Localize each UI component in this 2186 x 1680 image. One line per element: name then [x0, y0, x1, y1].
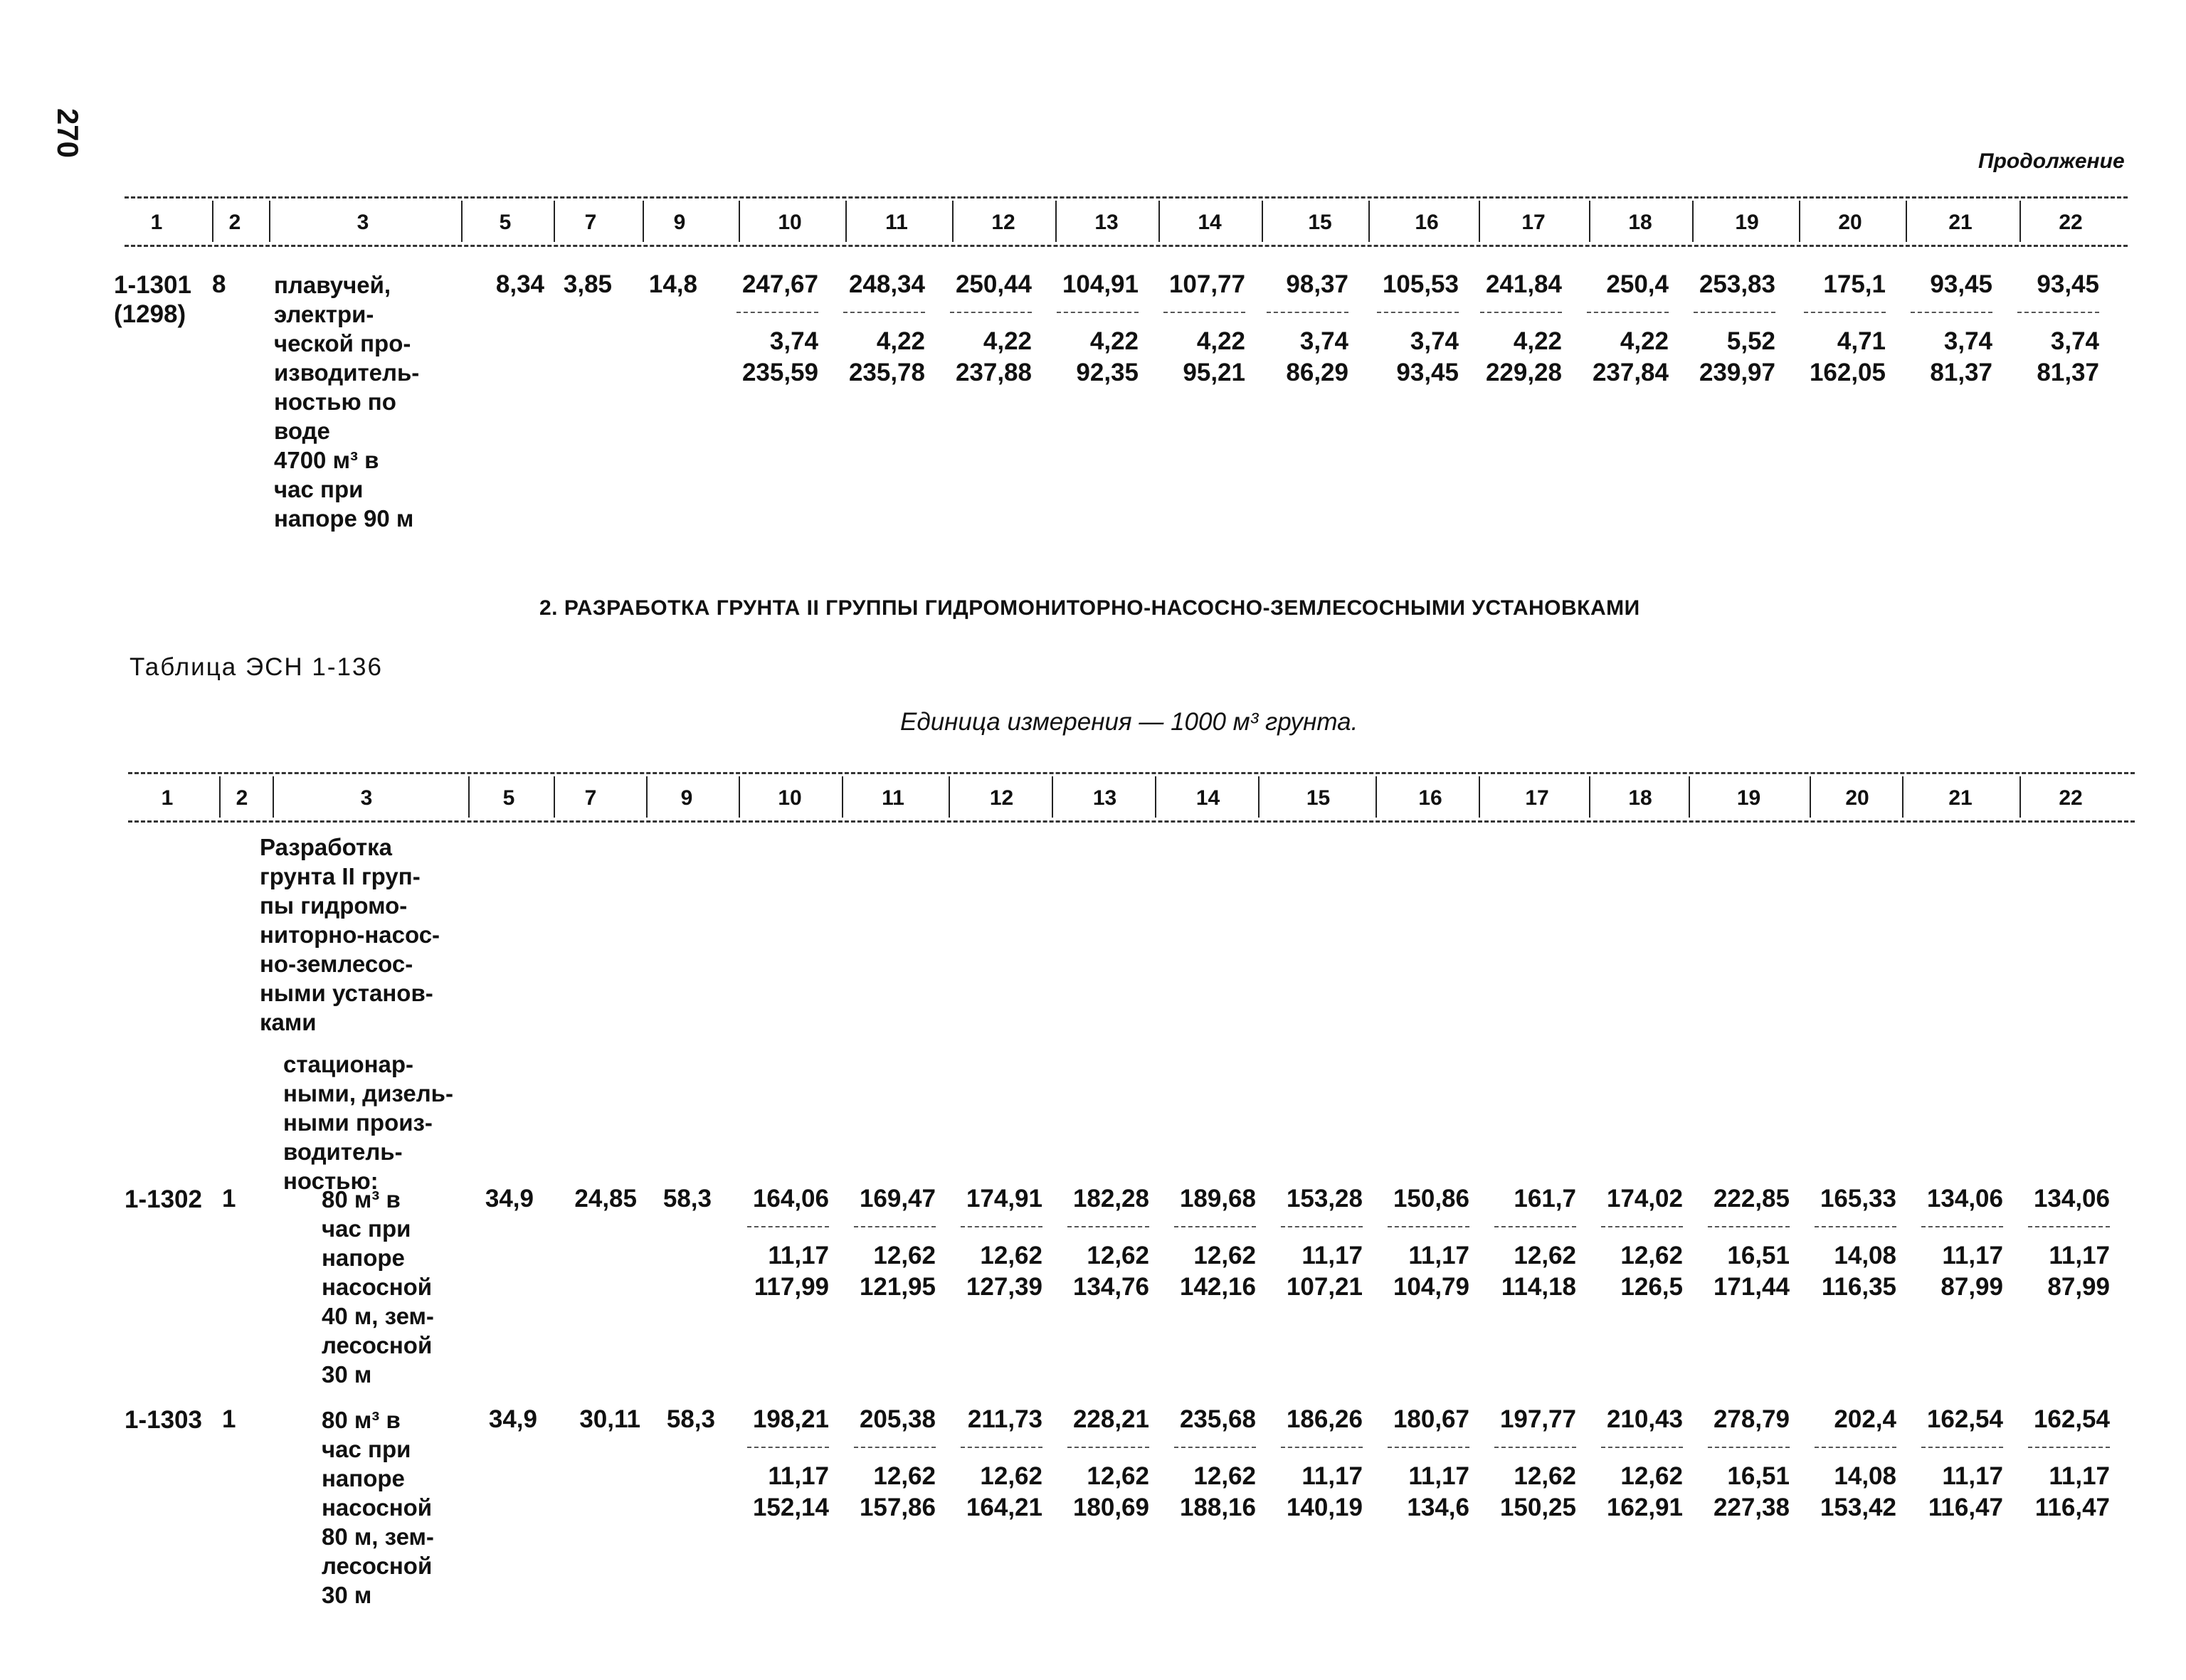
row-main-value: 93,45: [1930, 270, 1992, 298]
row-sub2-value: 235,59: [741, 359, 818, 386]
row-code: 1-1302: [125, 1185, 202, 1213]
header-sep: [1810, 776, 1811, 818]
header-bottom-rule: [128, 820, 2135, 823]
header-col-21: 21: [1948, 211, 1973, 234]
row-main-value: 248,34: [848, 270, 925, 298]
row-sub2-value: 152,14: [752, 1494, 829, 1521]
row-sub1-value: 4,22: [1196, 327, 1245, 355]
header-col-1: 1: [150, 211, 163, 234]
fraction-line: [961, 1447, 1042, 1448]
row-main-value: 202,4: [1834, 1405, 1896, 1433]
row-sub1-value: 11,17: [1942, 1242, 2003, 1269]
fraction-line: [747, 1447, 829, 1448]
header-col-18: 18: [1628, 211, 1652, 234]
row-c5: 8,34: [495, 270, 544, 298]
fraction-line: [950, 312, 1032, 313]
header-col-22: 22: [2059, 211, 2083, 234]
row-sub1-value: 11,17: [1301, 1462, 1363, 1490]
row-sub2-value: 164,21: [966, 1494, 1042, 1521]
header-col-19: 19: [1735, 211, 1759, 234]
header-col-20: 20: [1845, 786, 1869, 810]
row-main-value: 174,02: [1606, 1185, 1683, 1213]
header-bottom-rule: [125, 245, 2128, 247]
fraction-line: [1708, 1447, 1790, 1448]
fraction-line: [736, 312, 818, 313]
header-sep: [1589, 776, 1590, 818]
fraction-line: [1281, 1226, 1363, 1227]
fraction-line: [1267, 312, 1348, 313]
row-main-value: 162,54: [1926, 1405, 2003, 1433]
row-sub1-value: 4,22: [876, 327, 925, 355]
row-sub1-value: 11,17: [1301, 1242, 1363, 1269]
row-description: плавучей, электри- ческой про- изводитель- ностью по воде 4700 м³ в час при напоре 90 м: [274, 272, 420, 532]
row-sub1-value: 16,51: [1727, 1242, 1790, 1269]
fraction-line: [1694, 312, 1775, 313]
header-sep: [1479, 201, 1480, 242]
row-main-value: 228,21: [1072, 1405, 1149, 1433]
header-col-20: 20: [1838, 211, 1862, 234]
row-main-value: 98,37: [1286, 270, 1348, 298]
row-sub2-value: 229,28: [1485, 359, 1562, 386]
header-sep: [949, 776, 950, 818]
row-main-value: 107,77: [1168, 270, 1245, 298]
row-c5: 34,9: [488, 1405, 537, 1433]
header-sep: [2019, 201, 2021, 242]
header-col-10: 10: [778, 211, 802, 234]
header-col-15: 15: [1306, 786, 1331, 810]
header-sep: [212, 201, 213, 242]
row-col2: 1: [222, 1185, 236, 1213]
header-sep: [269, 201, 270, 242]
header-col-1: 1: [161, 786, 174, 810]
fraction-line: [1281, 1447, 1363, 1448]
row-sub2-value: 81,37: [2037, 359, 2099, 386]
row-sub1-value: 12,62: [980, 1462, 1042, 1490]
row-sub2-value: 188,16: [1179, 1494, 1256, 1521]
row-c9: 58,3: [662, 1185, 712, 1213]
section-title: 2. РАЗРАБОТКА ГРУНТА II ГРУППЫ ГИДРОМОНИТОРНО-НАСОСНО-ЗЕМЛЕСОСНЫМИ УСТАНОВКАМИ: [539, 596, 1640, 620]
fraction-line: [1708, 1226, 1790, 1227]
header-sep: [1055, 201, 1057, 242]
row-code: 1-1303: [125, 1406, 202, 1434]
header-col-5: 5: [502, 786, 515, 810]
row-sub2-value: 235,78: [848, 359, 925, 386]
sub-intro-text: стационар- ными, дизель- ными произ- водитель- ностью:: [283, 1051, 453, 1194]
row-sub1-value: 12,62: [873, 1462, 936, 1490]
header-col-17: 17: [1525, 786, 1549, 810]
row-code: 1-1301 (1298): [114, 271, 191, 328]
row-sub2-value: 114,18: [1501, 1273, 1576, 1301]
header-sep: [554, 776, 555, 818]
row-sub1-value: 11,17: [2049, 1242, 2110, 1269]
header-col-13: 13: [1092, 786, 1117, 810]
header-sep: [1902, 776, 1903, 818]
row-sub1-value: 11,17: [768, 1242, 829, 1269]
row-main-value: 253,83: [1699, 270, 1775, 298]
row-sub2-value: 150,25: [1499, 1494, 1576, 1521]
row-main-value: 235,68: [1179, 1405, 1256, 1433]
row-sub1-value: 11,17: [1942, 1462, 2003, 1490]
row-sub2-value: 93,45: [1396, 359, 1459, 386]
row-sub2-value: 237,88: [955, 359, 1032, 386]
header-top-rule: [128, 772, 2135, 774]
row-description: 80 м³ в час при напоре насосной 80 м, зем- лесосной 30 м: [322, 1407, 434, 1608]
row-main-value: 198,21: [752, 1405, 829, 1433]
row-sub1-value: 14,08: [1834, 1242, 1896, 1269]
row-sub2-value: 227,38: [1713, 1494, 1790, 1521]
header-col-9: 9: [673, 211, 686, 234]
header-sep: [1262, 201, 1263, 242]
fraction-line: [1494, 1447, 1576, 1448]
header-col-16: 16: [1415, 211, 1439, 234]
row-sub1-value: 12,62: [1514, 1242, 1576, 1269]
row-main-value: 162,54: [2033, 1405, 2110, 1433]
fraction-line: [2028, 1447, 2110, 1448]
row-main-value: 186,26: [1286, 1405, 1363, 1433]
row-c7: 3,85: [563, 270, 612, 298]
row-main-value: 278,79: [1713, 1405, 1790, 1433]
row-sub1-value: 11,17: [1408, 1462, 1469, 1490]
fraction-line: [2028, 1226, 2110, 1227]
row-main-value: 153,28: [1286, 1185, 1363, 1213]
fraction-line: [1163, 312, 1245, 313]
row-sub2-value: 81,37: [1930, 359, 1992, 386]
row-sub2-value: 117,99: [754, 1273, 829, 1301]
row-main-value: 134,06: [1926, 1185, 2003, 1213]
header-col-2: 2: [236, 786, 248, 810]
header-sep: [1906, 201, 1907, 242]
row-sub1-value: 11,17: [1408, 1242, 1469, 1269]
row-col2: 8: [212, 270, 226, 298]
row-sub2-value: 95,21: [1183, 359, 1245, 386]
fraction-line: [1494, 1226, 1576, 1227]
row-sub1-value: 5,52: [1726, 327, 1775, 355]
row-main-value: 250,4: [1606, 270, 1669, 298]
row-sub1-value: 4,22: [1513, 327, 1562, 355]
fraction-line: [1815, 1226, 1896, 1227]
fraction-line: [1067, 1226, 1149, 1227]
row-sub2-value: 140,19: [1286, 1494, 1363, 1521]
header-sep: [739, 776, 740, 818]
row-sub1-value: 3,74: [2050, 327, 2099, 355]
header-col-7: 7: [584, 786, 597, 810]
header-col-11: 11: [882, 786, 904, 810]
header-col-22: 22: [2059, 786, 2083, 810]
row-sub1-value: 11,17: [768, 1462, 829, 1490]
row-c9: 14,8: [648, 270, 697, 298]
header-sep: [1589, 201, 1590, 242]
row-main-value: 241,84: [1485, 270, 1562, 298]
row-main-value: 165,33: [1820, 1185, 1896, 1213]
header-col-5: 5: [499, 211, 512, 234]
row-main-value: 174,91: [966, 1185, 1042, 1213]
header-col-9: 9: [680, 786, 693, 810]
continuation-label: Продолжение: [1978, 149, 2125, 173]
header-col-12: 12: [991, 211, 1015, 234]
fraction-line: [1921, 1447, 2003, 1448]
header-sep: [1479, 776, 1480, 818]
row-main-value: 250,44: [955, 270, 1032, 298]
row-description: 80 м³ в час при напоре насосной 40 м, зем- лесосной 30 м: [322, 1186, 434, 1388]
row-c9: 58,3: [666, 1405, 715, 1433]
row-main-value: 169,47: [859, 1185, 936, 1213]
row-main-value: 180,67: [1393, 1405, 1469, 1433]
fraction-line: [854, 1447, 936, 1448]
header-col-16: 16: [1418, 786, 1442, 810]
row-sub2-value: 134,76: [1072, 1273, 1149, 1301]
row-main-value: 182,28: [1072, 1185, 1149, 1213]
row-sub2-value: 92,35: [1076, 359, 1139, 386]
row-sub1-value: 12,62: [1514, 1462, 1576, 1490]
fraction-line: [1057, 312, 1139, 313]
header-col-21: 21: [1948, 786, 1973, 810]
row-main-value: 222,85: [1713, 1185, 1790, 1213]
table-label: Таблица ЭСН 1-136: [130, 653, 383, 681]
row-sub2-value: 104,79: [1393, 1273, 1469, 1301]
header-top-rule: [125, 196, 2128, 199]
fraction-line: [1067, 1447, 1149, 1448]
fraction-line: [1377, 312, 1459, 313]
header-sep: [1376, 776, 1377, 818]
row-sub2-value: 134,6: [1407, 1494, 1469, 1521]
header-sep: [1258, 776, 1260, 818]
header-sep: [845, 201, 847, 242]
header-sep: [219, 776, 221, 818]
row-sub2-value: 180,69: [1072, 1494, 1149, 1521]
fraction-line: [1174, 1447, 1256, 1448]
header-sep: [468, 776, 470, 818]
page-number: 270: [51, 107, 85, 159]
row-main-value: 93,45: [2037, 270, 2099, 298]
row-main-value: 104,91: [1062, 270, 1139, 298]
fraction-line: [2017, 312, 2099, 313]
header-sep: [643, 201, 644, 242]
row-sub2-value: 116,35: [1821, 1273, 1896, 1301]
row-c7: 30,11: [579, 1405, 640, 1433]
header-sep: [1799, 201, 1800, 242]
header-sep: [1158, 201, 1160, 242]
header-col-13: 13: [1094, 211, 1119, 234]
fraction-line: [1587, 312, 1669, 313]
row-main-value: 161,7: [1514, 1185, 1576, 1213]
row-sub1-value: 12,62: [873, 1242, 936, 1269]
header-sep: [273, 776, 274, 818]
row-sub2-value: 116,47: [2034, 1494, 2110, 1521]
row-sub1-value: 12,62: [1087, 1242, 1149, 1269]
row-sub1-value: 3,74: [1410, 327, 1459, 355]
row-sub2-value: 121,95: [859, 1273, 936, 1301]
header-sep: [1368, 201, 1370, 242]
row-sub1-value: 14,08: [1834, 1462, 1896, 1490]
row-main-value: 175,1: [1823, 270, 1886, 298]
row-sub1-value: 12,62: [1087, 1462, 1149, 1490]
row-sub1-value: 12,62: [980, 1242, 1042, 1269]
row-sub1-value: 4,22: [1620, 327, 1669, 355]
header-sep: [554, 201, 555, 242]
row-sub1-value: 3,74: [769, 327, 818, 355]
row-sub2-value: 237,84: [1592, 359, 1669, 386]
fraction-line: [854, 1226, 936, 1227]
row-main-value: 134,06: [2033, 1185, 2110, 1213]
header-col-7: 7: [584, 211, 597, 234]
row-sub2-value: 171,44: [1713, 1273, 1790, 1301]
row-sub1-value: 16,51: [1727, 1462, 1790, 1490]
row-sub1-value: 12,62: [1193, 1462, 1256, 1490]
row-main-value: 197,77: [1499, 1405, 1576, 1433]
row-main-value: 105,53: [1382, 270, 1459, 298]
fraction-line: [1601, 1226, 1683, 1227]
row-sub2-value: 107,21: [1286, 1273, 1363, 1301]
unit-label: Единица измерения — 1000 м³ грунта.: [900, 708, 1358, 736]
row-main-value: 189,68: [1179, 1185, 1256, 1213]
row-sub2-value: 153,42: [1820, 1494, 1896, 1521]
header-col-3: 3: [360, 786, 373, 810]
fraction-line: [1804, 312, 1886, 313]
row-col2: 1: [222, 1405, 236, 1433]
row-sub1-value: 4,22: [1089, 327, 1139, 355]
row-sub2-value: 239,97: [1699, 359, 1775, 386]
row-main-value: 164,06: [752, 1185, 829, 1213]
row-sub2-value: 86,29: [1286, 359, 1348, 386]
row-sub1-value: 12,62: [1193, 1242, 1256, 1269]
row-main-value: 247,67: [741, 270, 818, 298]
header-sep: [1155, 776, 1156, 818]
fraction-line: [1388, 1226, 1469, 1227]
fraction-line: [1388, 1447, 1469, 1448]
fraction-line: [1921, 1226, 2003, 1227]
header-sep: [2019, 776, 2021, 818]
header-sep: [952, 201, 954, 242]
fraction-line: [1601, 1447, 1683, 1448]
header-sep: [646, 776, 648, 818]
row-sub2-value: 126,5: [1620, 1273, 1683, 1301]
header-col-19: 19: [1736, 786, 1761, 810]
row-sub1-value: 12,62: [1620, 1462, 1683, 1490]
fraction-line: [1815, 1447, 1896, 1448]
row-sub1-value: 11,17: [2049, 1462, 2110, 1490]
header-col-10: 10: [778, 786, 802, 810]
row-sub2-value: 162,91: [1606, 1494, 1683, 1521]
fraction-line: [1480, 312, 1562, 313]
header-col-2: 2: [228, 211, 241, 234]
header-sep: [739, 201, 740, 242]
fraction-line: [747, 1226, 829, 1227]
row-c7: 24,85: [574, 1185, 637, 1213]
header-col-3: 3: [357, 211, 369, 234]
row-main-value: 205,38: [859, 1405, 936, 1433]
row-sub2-value: 157,86: [859, 1494, 936, 1521]
header-sep: [1689, 776, 1690, 818]
row-sub2-value: 127,39: [966, 1273, 1042, 1301]
row-main-value: 150,86: [1393, 1185, 1469, 1213]
header-sep: [842, 776, 843, 818]
row-sub1-value: 4,22: [983, 327, 1032, 355]
row-sub1-value: 12,62: [1620, 1242, 1683, 1269]
row-sub1-value: 4,71: [1837, 327, 1886, 355]
header-sep: [1692, 201, 1694, 242]
row-sub2-value: 162,05: [1809, 359, 1886, 386]
row-sub2-value: 87,99: [1941, 1273, 2003, 1301]
header-sep: [1052, 776, 1053, 818]
fraction-line: [1911, 312, 1992, 313]
fraction-line: [1174, 1226, 1256, 1227]
fraction-line: [961, 1226, 1042, 1227]
row-main-value: 210,43: [1606, 1405, 1683, 1433]
header-col-14: 14: [1198, 211, 1222, 234]
row-sub2-value: 87,99: [2047, 1273, 2110, 1301]
header-col-12: 12: [989, 786, 1014, 810]
intro-text: Разработка грунта II груп- пы гидромо- ниторно-насос- но-землесос- ными установ- ками: [260, 834, 440, 1035]
row-main-value: 211,73: [967, 1405, 1042, 1433]
header-col-14: 14: [1195, 786, 1220, 810]
row-sub2-value: 116,47: [1928, 1494, 2003, 1521]
row-c5: 34,9: [485, 1185, 534, 1213]
row-sub2-value: 142,16: [1179, 1273, 1256, 1301]
header-col-18: 18: [1628, 786, 1652, 810]
header-col-15: 15: [1308, 211, 1332, 234]
row-sub1-value: 3,74: [1943, 327, 1992, 355]
header-col-17: 17: [1521, 211, 1546, 234]
header-sep: [461, 201, 463, 242]
row-sub1-value: 3,74: [1299, 327, 1348, 355]
header-col-11: 11: [885, 211, 908, 234]
fraction-line: [843, 312, 925, 313]
